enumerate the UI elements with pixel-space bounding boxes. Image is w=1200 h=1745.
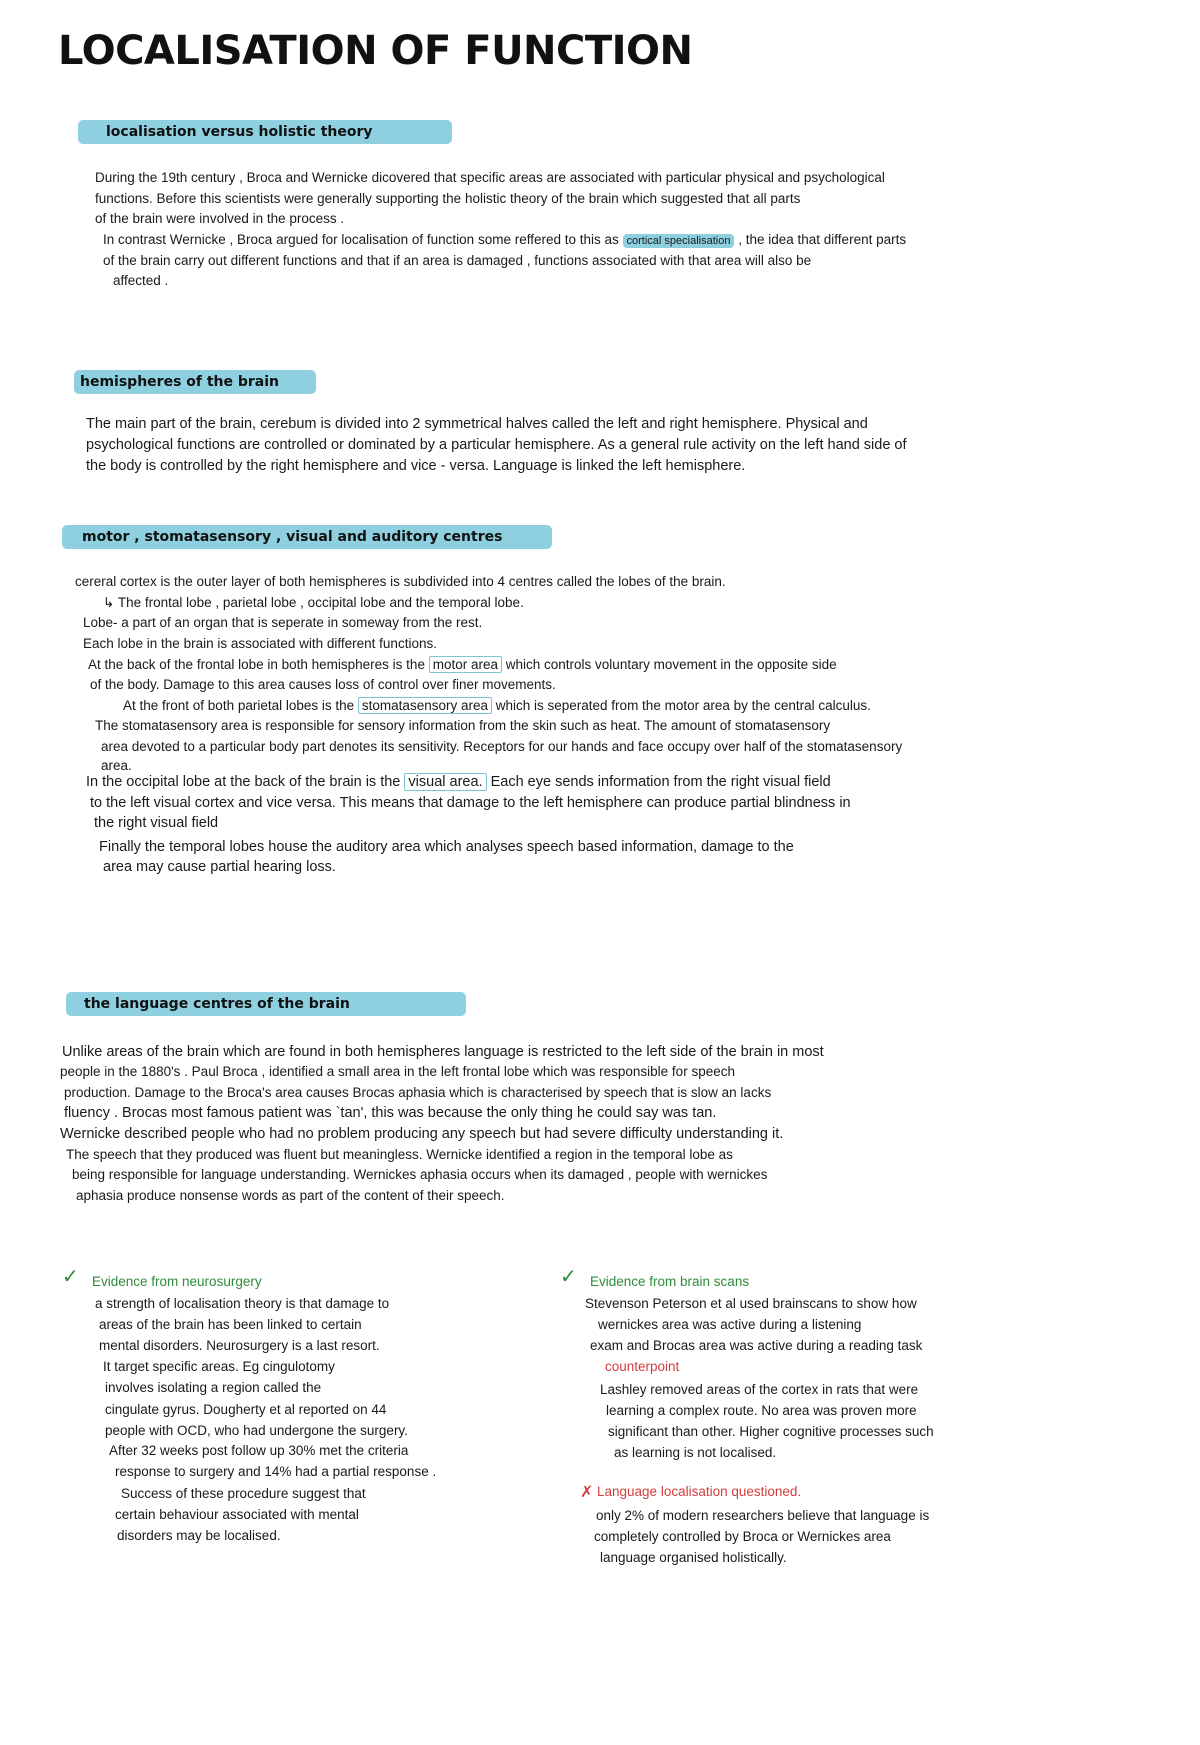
evidence-line: mental disorders. Neurosurgery is a last resort. (99, 1338, 380, 1353)
evidence-line: It target specific areas. Eg cingulotomy (103, 1359, 335, 1374)
page-title: LOCALISATION OF FUNCTION (58, 28, 693, 74)
evidence-line: Stevenson Peterson et al used brainscans to show how (585, 1296, 917, 1311)
boxed-term-stomatasensory-area: stomatasensory area (358, 697, 492, 714)
text-line: fluency . Brocas most famous patient was `tan', this was because the only thing he could say was tan. (64, 1105, 717, 1121)
text-segment: At the back of the frontal lobe in both hemispheres is the (88, 657, 425, 672)
text-line: The speech that they produced was fluent but meaningless. Wernicke identified a region in the temporal lobe as (66, 1147, 733, 1162)
evidence-line: response to surgery and 14% had a partial response . (115, 1464, 437, 1479)
text-line: The stomatasensory area is responsible for sensory information from the skin such as heat. The amount of stomatasensory (95, 718, 831, 733)
highlight-term: cortical specialisation (623, 234, 735, 248)
question-heading: Language localisation questioned. (597, 1484, 802, 1499)
text-line: functions. Before this scientists were generally supporting the holistic theory of the brain which suggested that all parts (95, 191, 801, 206)
text-segment: which controls voluntary movement in the opposite side (505, 657, 837, 672)
section-heading-centres: motor , stomatasensory , visual and auditory centres (62, 525, 552, 549)
section-heading-hemispheres: hemispheres of the brain (74, 370, 316, 394)
text-line: cereral cortex is the outer layer of both hemispheres is subdivided into 4 centres called the lobes of the brain. (75, 574, 726, 589)
text-line: psychological functions are controlled or dominated by a particular hemisphere. As a general rule activity on the left hand side of (86, 437, 907, 453)
counterpoint-heading: counterpoint (605, 1359, 680, 1374)
question-line: completely controlled by Broca or Wernickes area (594, 1529, 891, 1544)
counterpoint-line: significant than other. Higher cognitive processes such (608, 1424, 934, 1439)
text-line: Each lobe in the brain is associated with different functions. (83, 636, 437, 651)
evidence-line: wernickes area was active during a listening (598, 1317, 862, 1332)
text-line: Wernicke described people who had no problem producing any speech but had severe difficulty understanding it. (60, 1126, 784, 1142)
evidence-line: After 32 weeks post follow up 30% met the criteria (109, 1443, 409, 1458)
text-line: area devoted to a particular body part denotes its sensitivity. Receptors for our hands and face occupy over half of the stomatasensory (101, 739, 903, 754)
counterpoint-line: learning a complex route. No area was proven more (606, 1403, 917, 1418)
evidence-line: involves isolating a region called the (105, 1380, 322, 1395)
text-line: Unlike areas of the brain which are found in both hemispheres language is restricted to the left side of the brain in most (62, 1044, 824, 1060)
text-segment: , the idea that different parts (738, 232, 907, 247)
text-line (86, 772, 831, 792)
text-line (103, 230, 906, 251)
evidence-line: exam and Brocas area was active during a reading task (590, 1338, 923, 1353)
text-segment: Each eye sends information from the right visual field (490, 774, 831, 790)
text-line: people in the 1880's . Paul Broca , identified a small area in the left frontal lobe which was responsible for speech (60, 1064, 735, 1079)
section-heading-holistic: localisation versus holistic theory (78, 120, 452, 144)
text-segment: In the occipital lobe at the back of the brain is the (86, 774, 401, 790)
boxed-term-visual-area: visual area. (404, 773, 486, 791)
text-line (123, 696, 871, 716)
text-line: of the brain carry out different functions and that if an area is damaged , functions associated with that area will also be (103, 253, 812, 268)
text-line: area may cause partial hearing loss. (103, 859, 336, 875)
section-heading-language: the language centres of the brain (66, 992, 466, 1016)
text-line: area. (101, 758, 132, 773)
evidence-heading-neurosurgery: Evidence from neurosurgery (92, 1274, 262, 1289)
text-line: The main part of the brain, cerebum is divided into 2 symmetrical halves called the left and right hemisphere. Physical and (86, 416, 868, 432)
text-line: to the left visual cortex and vice versa. This means that damage to the left hemisphere can produce partial blindness in (90, 795, 851, 811)
checkmark-icon: ✓ (560, 1264, 577, 1288)
text-line: of the brain were involved in the process . (95, 211, 345, 226)
evidence-heading-brain-scans: Evidence from brain scans (590, 1274, 750, 1289)
checkmark-icon: ✓ (62, 1264, 79, 1288)
question-line: language organised holistically. (600, 1550, 787, 1565)
text-line: During the 19th century , Broca and Wernicke dicovered that specific areas are associated with particular physical and psychological (95, 170, 885, 185)
text-line: Lobe- a part of an organ that is seperate in someway from the rest. (83, 615, 483, 630)
evidence-line: people with OCD, who had undergone the surgery. (105, 1423, 408, 1438)
text-line: of the body. Damage to this area causes loss of control over finer movements. (90, 677, 556, 692)
text-line: affected . (113, 273, 169, 288)
text-line: the right visual field (94, 815, 219, 831)
counterpoint-line: as learning is not localised. (614, 1445, 777, 1460)
text-segment: At the front of both parietal lobes is the (123, 698, 355, 713)
cross-icon: ✗ (580, 1482, 594, 1501)
evidence-line: areas of the brain has been linked to certain (99, 1317, 362, 1332)
text-line: the body is controlled by the right hemisphere and vice - versa. Language is linked the left hemisphere. (86, 458, 746, 474)
text-line: being responsible for language understanding. Wernickes aphasia occurs when its damaged , people with wernickes (72, 1167, 768, 1182)
question-line: only 2% of modern researchers believe that language is (596, 1508, 930, 1523)
evidence-line: disorders may be localised. (117, 1528, 281, 1543)
evidence-line: a strength of localisation theory is that damage to (95, 1296, 390, 1311)
boxed-term-motor-area: motor area (429, 656, 502, 673)
evidence-line: cingulate gyrus. Dougherty et al reported on 44 (105, 1402, 387, 1417)
text-line: ↳ The frontal lobe , parietal lobe , occipital lobe and the temporal lobe. (103, 595, 524, 610)
text-line: Finally the temporal lobes house the auditory area which analyses speech based information, damage to the (99, 839, 794, 855)
evidence-line: Success of these procedure suggest that (121, 1486, 366, 1501)
text-segment: which is seperated from the motor area by the central calculus. (495, 698, 871, 713)
text-line (88, 655, 837, 675)
text-segment: In contrast Wernicke , Broca argued for localisation of function some reffered to this as (103, 232, 619, 247)
evidence-line: certain behaviour associated with mental (115, 1507, 359, 1522)
text-line: aphasia produce nonsense words as part of the content of their speech. (76, 1188, 505, 1203)
counterpoint-line: Lashley removed areas of the cortex in rats that were (600, 1382, 919, 1397)
text-line: production. Damage to the Broca's area causes Brocas aphasia which is characterised by speech that is slow an lacks (64, 1085, 772, 1100)
